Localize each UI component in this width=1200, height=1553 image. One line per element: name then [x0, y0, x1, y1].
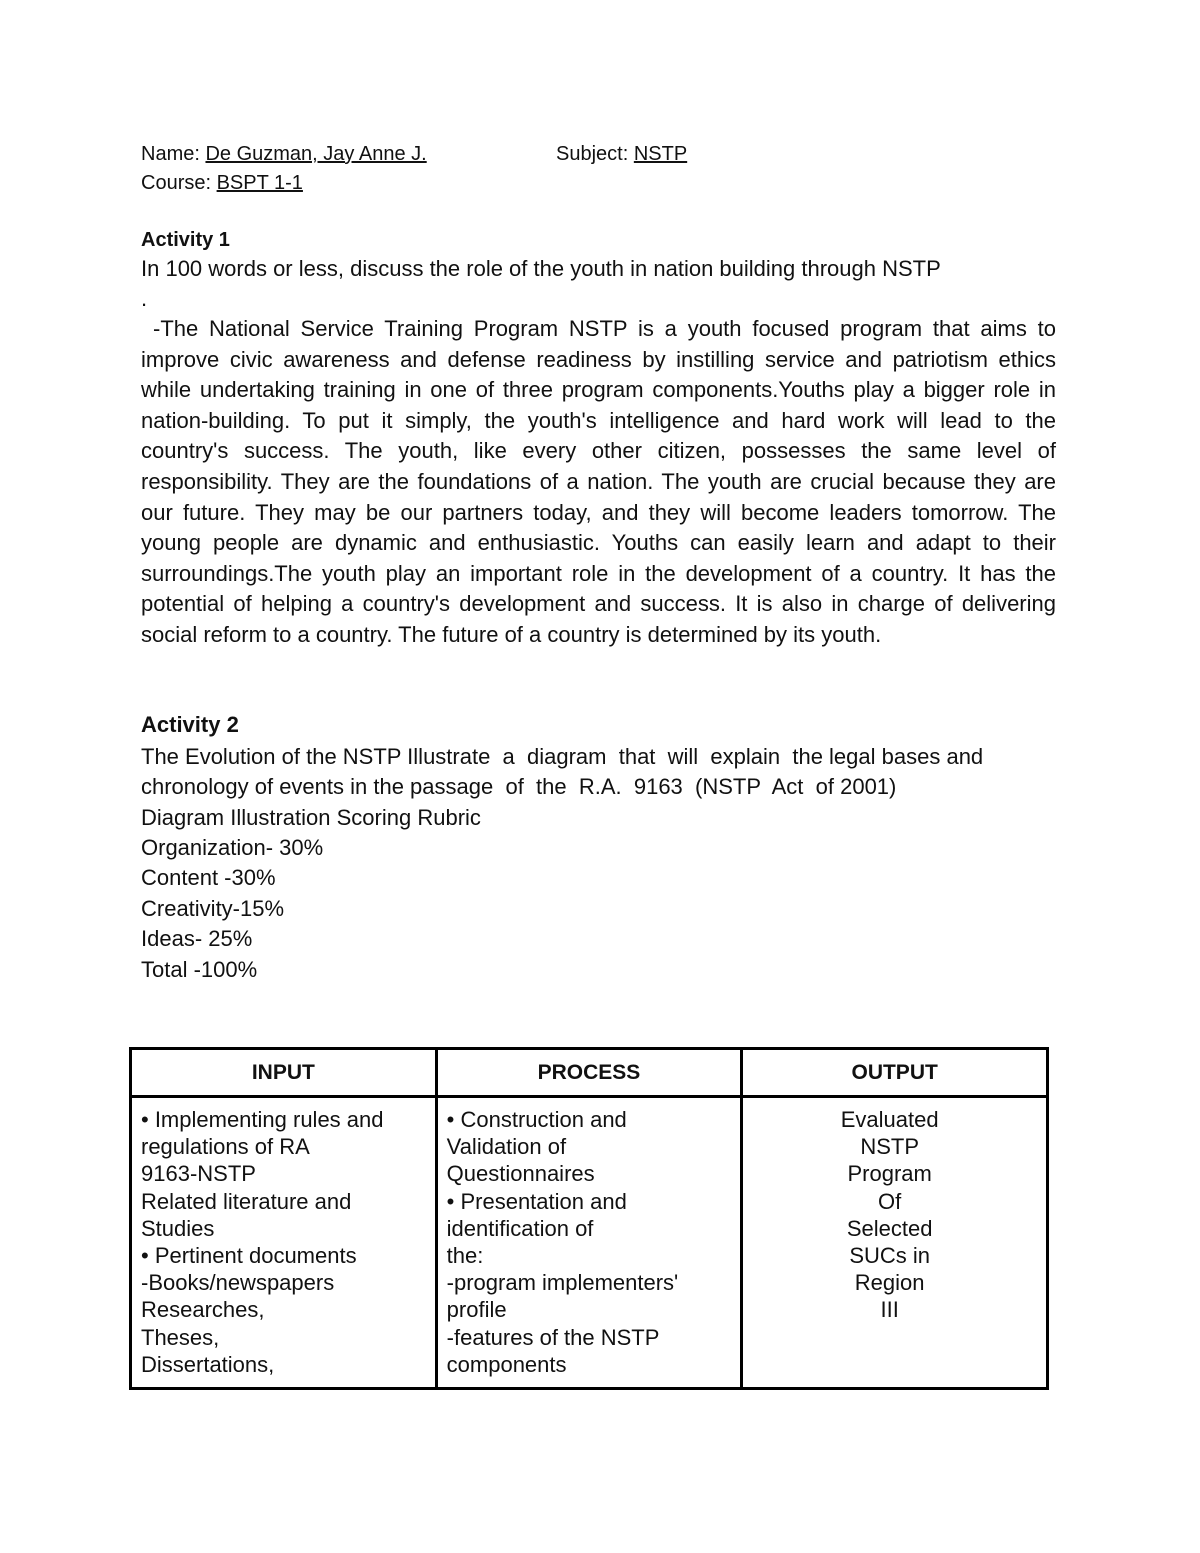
process-line: components: [446, 1351, 567, 1377]
input-line: 9163-NSTP: [141, 1161, 256, 1187]
process-line: Validation of: [446, 1134, 567, 1160]
output-line: Region: [854, 1270, 925, 1296]
activity2-prompt-line2: chronology of events in the passage of the R.A. 9163 (NSTP Act of 2001): [141, 774, 897, 799]
activity1-prompt: In 100 words or less, discuss the role of the youth in nation building through NSTP: [141, 256, 941, 281]
input-line: Studies: [141, 1215, 215, 1241]
name-line: [141, 139, 427, 169]
process-line: • Construction and: [446, 1107, 627, 1132]
input-header: INPUT: [131, 1049, 437, 1097]
activity1-heading: Activity 1: [141, 229, 230, 251]
input-cell: [131, 1097, 437, 1389]
output-line: III: [880, 1297, 899, 1323]
input-line: Theses,: [141, 1324, 220, 1350]
process-line: the:: [446, 1243, 484, 1269]
activity2-heading: Activity 2: [141, 712, 239, 737]
ipo-header-row: [131, 1049, 1048, 1097]
input-line: • Implementing rules and: [141, 1107, 384, 1132]
input-line: regulations of RA: [141, 1134, 310, 1160]
process-cell: [436, 1097, 742, 1389]
rubric-item: Ideas- 25%: [141, 926, 253, 951]
input-line: Related literature and: [141, 1188, 352, 1214]
process-line: -features of the NSTP: [446, 1324, 660, 1350]
name-value: De Guzman, Jay Anne J.: [205, 143, 427, 165]
course-line: [141, 168, 303, 198]
activity1-dot: .: [141, 286, 148, 311]
activity1-answer-text: -The National Service Training Program NSTP is a youth focused program that aims to improve civic awareness and defense readiness by instilling service and patriotism ethics while undertaking training in one of three program components.Youths play a bigger role in nation-building. To put it simply, the youth's intelligence and hard work will lead to the country's success. The youth, like every other citizen, possesses the same level of responsibility. They are the foundations of a nation. The youth are crucial because they are our future. They may be our partners today, and they will become leaders tomorrow. The young people are dynamic and enthusiastic. Youths can easily learn and adapt to their surroundings.The youth play an important role in the development of a country. It has the potential of helping a country's development and success. It is also in charge of delivering social reform to a country. The future of a country is determined by its youth.: [141, 316, 1056, 647]
rubric-item: Creativity-15%: [141, 896, 285, 921]
course-value: BSPT 1-1: [216, 172, 303, 194]
input-line: Dissertations,: [141, 1351, 275, 1377]
ipo-table: [129, 1047, 1049, 1390]
rubric-item: Content -30%: [141, 865, 276, 890]
process-line: identification of: [446, 1215, 594, 1241]
course-label: Course:: [141, 172, 212, 194]
activity2-prompt-line1: The Evolution of the NSTP Illustrate a diagram that will explain the legal bases and: [141, 744, 984, 769]
process-line: profile: [446, 1297, 507, 1323]
output-line: Evaluated: [840, 1107, 939, 1132]
process-line: • Presentation and: [446, 1188, 627, 1214]
activity1-answer: [141, 314, 1056, 651]
input-line: -Books/newspapers: [141, 1270, 335, 1296]
subject-label: Subject:: [556, 143, 629, 165]
subject-line: [556, 139, 687, 169]
output-cell: [742, 1097, 1048, 1389]
input-line: Researches,: [141, 1297, 265, 1323]
input-line: • Pertinent documents: [141, 1243, 357, 1269]
output-line: Selected: [846, 1215, 933, 1241]
output-line: SUCs in: [849, 1243, 930, 1269]
rubric-total: Total -100%: [141, 957, 258, 982]
process-line: -program implementers': [446, 1270, 679, 1296]
output-line: NSTP: [860, 1134, 919, 1160]
rubric-title: Diagram Illustration Scoring Rubric: [141, 805, 481, 830]
process-header: PROCESS: [436, 1049, 742, 1097]
subject-value: NSTP: [633, 143, 688, 165]
output-line: Program: [847, 1161, 932, 1187]
process-line: Questionnaires: [446, 1161, 595, 1187]
name-label: Name:: [141, 143, 200, 165]
output-line: Of: [878, 1188, 902, 1214]
rubric-item: Organization- 30%: [141, 835, 324, 860]
output-header: OUTPUT: [742, 1049, 1048, 1097]
ipo-body-row: [131, 1097, 1048, 1389]
